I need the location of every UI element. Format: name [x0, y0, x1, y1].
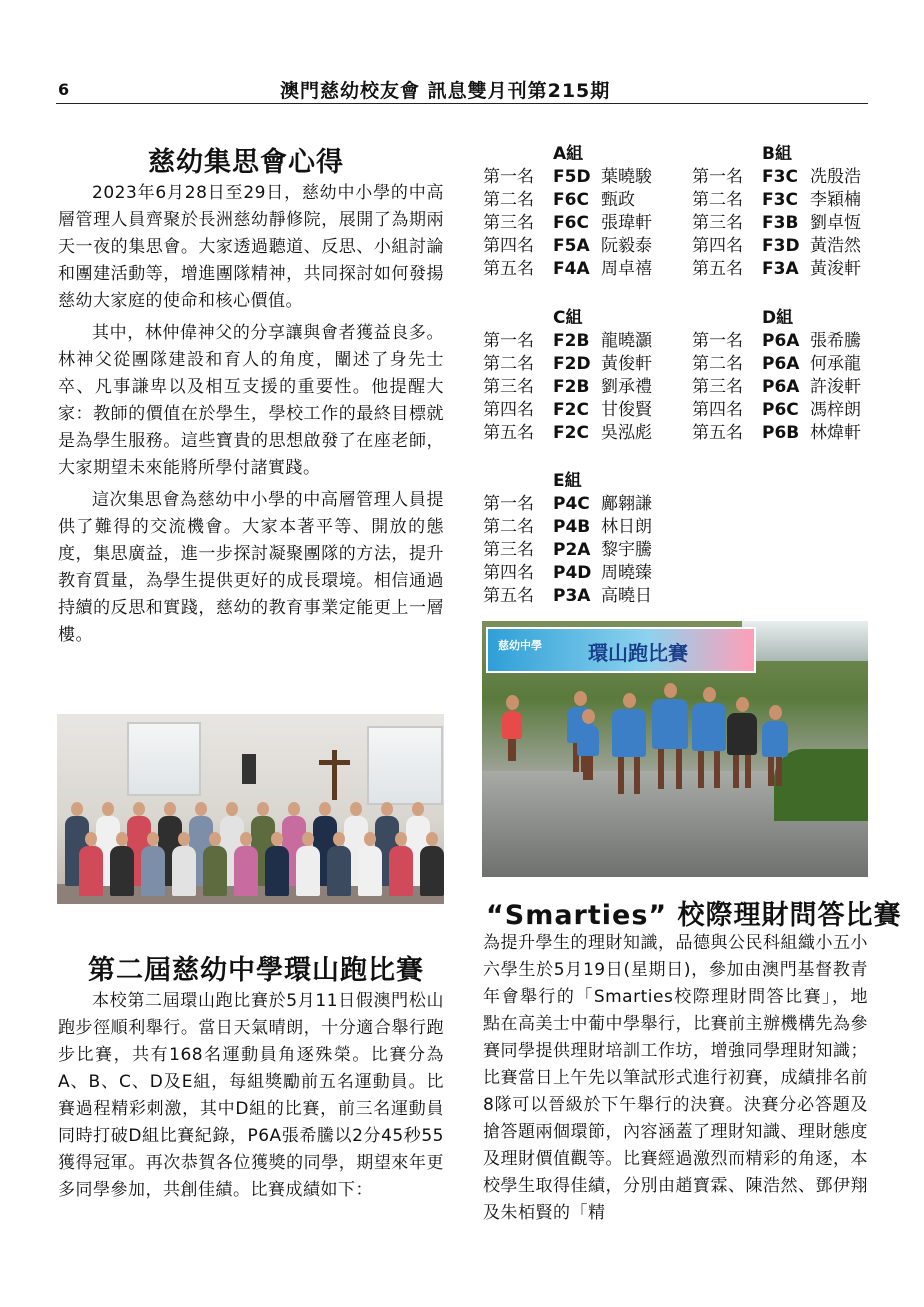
runner — [762, 721, 788, 757]
crucifix — [332, 750, 337, 800]
result-row — [483, 166, 652, 189]
paragraph: 這次集思會為慈幼中小學的中高層管理人員提供了難得的交流機會。大家本著平等、開放的態度，集思廣益，進一步探討凝聚團隊的方法，提升教育質量，為學生提供更好的成長環境。相信通過持續的反思和實踐，慈幼的教育事業定能更上一層樓。 — [58, 490, 444, 645]
runner — [612, 709, 646, 757]
result-name: 阮毅泰 — [601, 236, 652, 256]
result-name: 劉卓恆 — [810, 213, 861, 233]
result-row — [483, 353, 652, 376]
group-title: E組 — [553, 471, 582, 491]
runner — [727, 713, 757, 755]
runner-head — [769, 705, 782, 720]
result-class: F4A — [553, 259, 590, 279]
result-row — [483, 376, 652, 399]
runner-leg — [768, 757, 774, 786]
banner-title: 環山跑比賽 — [588, 641, 688, 665]
result-row — [692, 399, 861, 422]
person-head — [164, 802, 176, 816]
result-class: P6B — [762, 423, 800, 443]
person-head — [209, 832, 221, 846]
result-name: 周卓禧 — [601, 259, 652, 279]
person-head — [395, 832, 407, 846]
result-rank: 第一名 — [483, 494, 534, 514]
person — [234, 846, 258, 896]
result-class: F3D — [762, 236, 800, 256]
article-body-retreat — [58, 180, 444, 654]
result-name: 劉承禮 — [601, 377, 652, 397]
result-rank: 第四名 — [483, 563, 534, 583]
result-name: 黃浩然 — [810, 236, 861, 256]
result-row — [483, 189, 652, 212]
group-title: C組 — [553, 308, 583, 328]
result-name: 鄺翱謙 — [601, 494, 652, 514]
result-name: 甘俊賢 — [601, 400, 652, 420]
result-name: 李穎楠 — [810, 190, 861, 210]
result-name: 甄政 — [601, 190, 635, 210]
result-rank: 第一名 — [692, 167, 743, 187]
group-photo — [57, 714, 444, 904]
result-class: P6A — [762, 354, 800, 374]
result-class: F5A — [553, 236, 590, 256]
person-head — [102, 802, 114, 816]
person-head — [412, 802, 424, 816]
person — [203, 846, 227, 896]
person-head — [302, 832, 314, 846]
person — [141, 846, 165, 896]
results-group-e — [483, 470, 652, 608]
window — [367, 726, 443, 805]
result-name: 黎宇騰 — [601, 540, 652, 560]
result-class: P6C — [762, 400, 799, 420]
runner-leg — [587, 756, 593, 780]
result-row — [692, 235, 861, 258]
result-class: F6C — [553, 213, 589, 233]
runner-head — [703, 687, 716, 702]
runner-leg — [658, 749, 664, 789]
person-head — [257, 802, 269, 816]
race-photo — [482, 621, 868, 877]
result-name: 何承龍 — [810, 354, 861, 374]
article-title-race: 第二屆慈幼中學環山跑比賽 — [88, 955, 424, 986]
result-row — [483, 493, 652, 516]
runner-leg — [733, 755, 739, 788]
result-rank: 第四名 — [483, 400, 534, 420]
result-row — [692, 258, 861, 281]
result-row — [692, 422, 861, 445]
runner-head — [574, 691, 587, 706]
person-head — [147, 832, 159, 846]
result-row — [692, 353, 861, 376]
runner — [577, 725, 599, 756]
person — [110, 846, 134, 896]
result-rank: 第五名 — [692, 423, 743, 443]
result-name: 馮梓朗 — [810, 400, 861, 420]
speaker — [242, 754, 256, 784]
result-rank: 第三名 — [483, 213, 534, 233]
person-head — [85, 832, 97, 846]
result-name: 林煒軒 — [810, 423, 861, 443]
group-title: A組 — [553, 144, 584, 164]
result-rank: 第三名 — [692, 213, 743, 233]
result-name: 張瑋軒 — [601, 213, 652, 233]
result-row — [483, 212, 652, 235]
article-body-race: 本校第二屆環山跑比賽於5月11日假澳門松山跑步徑順利舉行。當日天氣晴朗，十分適合舉行跑步比賽，共有168名運動員角逐殊榮。比賽分為A、B、C、D及E組，每組獎勵前五名運動員。比賽過程精彩刺激，其中D組的比賽，前三名運動員同時打破D組比賽紀錄，P6A張希騰以2分45秒55獲得冠軍。再次恭賀各位獲獎的同學，期望來年更多同學參加，共創佳績。比賽成績如下： — [58, 991, 444, 1200]
result-rank: 第五名 — [483, 423, 534, 443]
result-name: 林日朗 — [601, 517, 652, 537]
person-head — [381, 802, 393, 816]
result-rank: 第四名 — [483, 236, 534, 256]
result-row — [692, 166, 861, 189]
result-class: F2B — [553, 331, 590, 351]
article-title-retreat: 慈幼集思會心得 — [148, 147, 344, 178]
result-row — [692, 330, 861, 353]
result-row — [692, 189, 861, 212]
result-rank: 第三名 — [483, 377, 534, 397]
result-name: 周曉臻 — [601, 563, 652, 583]
result-class: P4B — [553, 517, 591, 537]
person-head — [350, 802, 362, 816]
result-class: F2D — [553, 354, 591, 374]
runner-head — [506, 695, 519, 710]
results-group-d — [692, 307, 861, 445]
person-head — [116, 832, 128, 846]
result-row — [483, 399, 652, 422]
runner-leg — [776, 757, 782, 786]
result-class: F3C — [762, 167, 798, 187]
result-name: 黃俊軒 — [601, 354, 652, 374]
canopy — [742, 621, 868, 661]
result-name: 龍曉灝 — [601, 331, 652, 351]
results-group-c — [483, 307, 652, 445]
result-name: 冼殷浩 — [810, 167, 861, 187]
person-head — [319, 802, 331, 816]
results-group-b — [692, 143, 861, 281]
result-row — [692, 212, 861, 235]
result-class: P2A — [553, 540, 591, 560]
result-class: P4C — [553, 494, 590, 514]
runner — [652, 699, 688, 749]
result-row — [483, 539, 652, 562]
person — [265, 846, 289, 896]
group-title: B組 — [762, 144, 792, 164]
runner-leg — [634, 757, 640, 794]
result-class: F3A — [762, 259, 799, 279]
result-class: F5D — [553, 167, 591, 187]
bushes — [774, 749, 868, 821]
result-rank: 第四名 — [692, 400, 743, 420]
crucifix-bar — [319, 760, 350, 765]
result-row — [483, 330, 652, 353]
result-rank: 第三名 — [692, 377, 743, 397]
result-rank: 第二名 — [692, 354, 743, 374]
person-head — [195, 802, 207, 816]
group-title: D組 — [762, 308, 794, 328]
result-class: P6A — [762, 331, 800, 351]
result-class: F2C — [553, 423, 589, 443]
result-name: 高曉日 — [601, 586, 652, 606]
result-rank: 第三名 — [483, 540, 534, 560]
result-class: P6A — [762, 377, 800, 397]
result-name: 張希騰 — [810, 331, 861, 351]
result-rank: 第一名 — [483, 167, 534, 187]
runner-head — [623, 693, 636, 708]
person — [420, 846, 444, 896]
person-head — [271, 832, 283, 846]
paragraph: 2023年6月28日至29日，慈幼中小學的中高層管理人員齊聚於長洲慈幼靜修院，展開了為期兩天一夜的集思會。大家透過聽道、反思、小組討論和團建活動等，增進團隊精神，共同探討如何發揚慈幼大家庭的使命和核心價值。 — [58, 183, 444, 311]
runner-head — [664, 683, 677, 698]
person-head — [426, 832, 438, 846]
runner-leg — [676, 749, 682, 789]
person — [79, 846, 103, 896]
person — [296, 846, 320, 896]
result-row — [483, 422, 652, 445]
result-rank: 第五名 — [483, 586, 534, 606]
window — [127, 722, 201, 796]
result-name: 吳泓彪 — [601, 423, 652, 443]
runner-leg — [714, 751, 720, 788]
runner-head — [582, 709, 595, 724]
result-class: F3C — [762, 190, 798, 210]
person — [172, 846, 196, 896]
person-head — [288, 802, 300, 816]
result-rank: 第五名 — [483, 259, 534, 279]
result-row — [483, 516, 652, 539]
runner — [692, 703, 726, 751]
result-class: P4D — [553, 563, 592, 583]
banner-school: 慈幼中學 — [498, 639, 542, 652]
person — [389, 846, 413, 896]
result-class: F2C — [553, 400, 589, 420]
result-class: F3B — [762, 213, 799, 233]
runner-leg — [618, 757, 624, 794]
person-head — [133, 802, 145, 816]
person — [358, 846, 382, 896]
result-rank: 第二名 — [483, 354, 534, 374]
article-title-smarties: “Smarties” 校際理財問答比賽 — [486, 900, 902, 931]
runner-leg — [698, 751, 704, 788]
person-head — [71, 802, 83, 816]
runner — [502, 711, 522, 739]
result-class: F2B — [553, 377, 590, 397]
person-head — [364, 832, 376, 846]
result-rank: 第一名 — [483, 331, 534, 351]
runner-leg — [745, 755, 751, 788]
result-rank: 第四名 — [692, 236, 743, 256]
newsletter-masthead: 澳門慈幼校友會 訊息雙月刊第215期 — [280, 80, 611, 102]
result-class: F6C — [553, 190, 589, 210]
runner-leg — [510, 739, 516, 761]
result-rank: 第五名 — [692, 259, 743, 279]
person-head — [178, 832, 190, 846]
race-banner — [486, 627, 756, 673]
result-row — [483, 235, 652, 258]
result-row — [692, 376, 861, 399]
article-body-smarties: 為提升學生的理財知識，品德與公民科組織小五小六學生於5月19日(星期日)，參加由澳門基督教青年會舉行的「Smarties校際理財問答比賽」，地點在高美士中葡中學舉行，比賽前主辦機構先為參賽同學提供理財培訓工作坊，增強同學理財知識；比賽當日上午先以筆試形式進行初賽，成績排名前8隊可以晉級於下午舉行的決賽。決賽分必答題及搶答題兩個環節，內容涵蓋了理財知識、理財態度及理財價值觀等。比賽經過激烈而精彩的角逐，本校學生取得佳績，分別由趙寶霖、陳浩然、鄧伊翔及朱栢賢的「精 — [483, 933, 868, 1223]
person-head — [333, 832, 345, 846]
result-class: P3A — [553, 586, 591, 606]
result-row — [483, 585, 652, 608]
result-rank: 第二名 — [483, 190, 534, 210]
result-name: 許浚軒 — [810, 377, 861, 397]
person-head — [226, 802, 238, 816]
paragraph: 其中，林仲偉神父的分享讓與會者獲益良多。林神父從團隊建設和育人的角度，闡述了身先士卒、凡事謙卑以及相互支援的重要性。他提醒大家：教師的價值在於學生，學校工作的最終目標就是為學生服務。這些寶貴的思想啟發了在座老師，大家期望未來能將所學付諸實踐。 — [58, 323, 444, 478]
result-rank: 第二名 — [483, 517, 534, 537]
result-rank: 第二名 — [692, 190, 743, 210]
result-row — [483, 258, 652, 281]
person — [327, 846, 351, 896]
header-rule — [56, 103, 868, 104]
person-head — [240, 832, 252, 846]
results-group-a — [483, 143, 652, 281]
result-rank: 第一名 — [692, 331, 743, 351]
runner-head — [736, 697, 749, 712]
result-name: 葉曉駿 — [601, 167, 652, 187]
result-row — [483, 562, 652, 585]
result-name: 黃浚軒 — [810, 259, 861, 279]
page-number: 6 — [58, 80, 70, 99]
